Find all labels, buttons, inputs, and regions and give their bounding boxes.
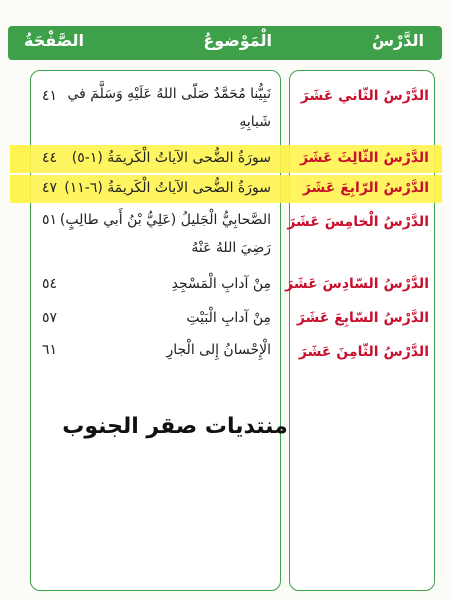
- page-number: ٤٤: [42, 150, 58, 166]
- topic-text: الْإِحْسانُ إِلى الْجارِ: [166, 342, 271, 358]
- lesson-title: الدَّرْسُ السّابِعَ عَشَرَ: [296, 310, 429, 326]
- header-page-label: الصَّفْحَةُ: [24, 31, 85, 50]
- table-header: [8, 26, 442, 60]
- topic-text-continued: رَضِيَ اللهُ عَنْهُ: [191, 240, 271, 256]
- lesson-title: الدَّرْسُ الثّامِنَ عَشَرَ: [298, 344, 429, 360]
- page-number: ٥١: [42, 212, 58, 228]
- topic-text: مِنْ آدابِ الْمَسْجِدِ: [171, 276, 271, 292]
- header-topic-label: الْمَوْضوعُ: [203, 31, 272, 50]
- page-number: ٦١: [42, 342, 58, 358]
- topic-text: الصَّحابِيُّ الْجَليلُ (عَلِيُّ بْنُ أَبي طالِبٍ): [59, 212, 271, 228]
- topic-text: سورَةُ الضُّحى الآياتُ الْكَريمَةُ (٦-١١): [64, 180, 271, 196]
- topic-text-continued: شَبابِهِ: [239, 114, 271, 130]
- page-number: ٤٧: [42, 180, 58, 196]
- page-number: ٥٧: [42, 310, 58, 326]
- header-lesson-label: الدَّرْسُ: [371, 31, 424, 50]
- topic-text: نَبِيُّنا مُحَمَّدٌ صَلّى اللهُ عَلَيْهِ وَسَلَّمَ في: [67, 86, 271, 102]
- lesson-title: الدَّرْسُ الثّاني عَشَرَ: [300, 88, 429, 104]
- lesson-title: الدَّرْسُ الْخامِسَ عَشَرَ: [287, 214, 429, 230]
- topic-text: مِنْ آدابِ الْبَيْتِ: [186, 310, 271, 326]
- page-number: ٥٤: [42, 276, 58, 292]
- forum-watermark: منتديات صقر الجنوب: [62, 414, 288, 439]
- page-number: ٤١: [42, 88, 58, 104]
- topic-text: سورَةُ الضُّحى الآياتُ الْكَريمَةُ (١-٥): [71, 150, 271, 166]
- lesson-title: الدَّرْسُ السّادِسَ عَشَرَ: [285, 276, 429, 292]
- lesson-title: الدَّرْسُ الثّالِثَ عَشَرَ: [300, 150, 429, 166]
- lesson-title: الدَّرْسُ الرّابِعَ عَشَرَ: [302, 180, 429, 196]
